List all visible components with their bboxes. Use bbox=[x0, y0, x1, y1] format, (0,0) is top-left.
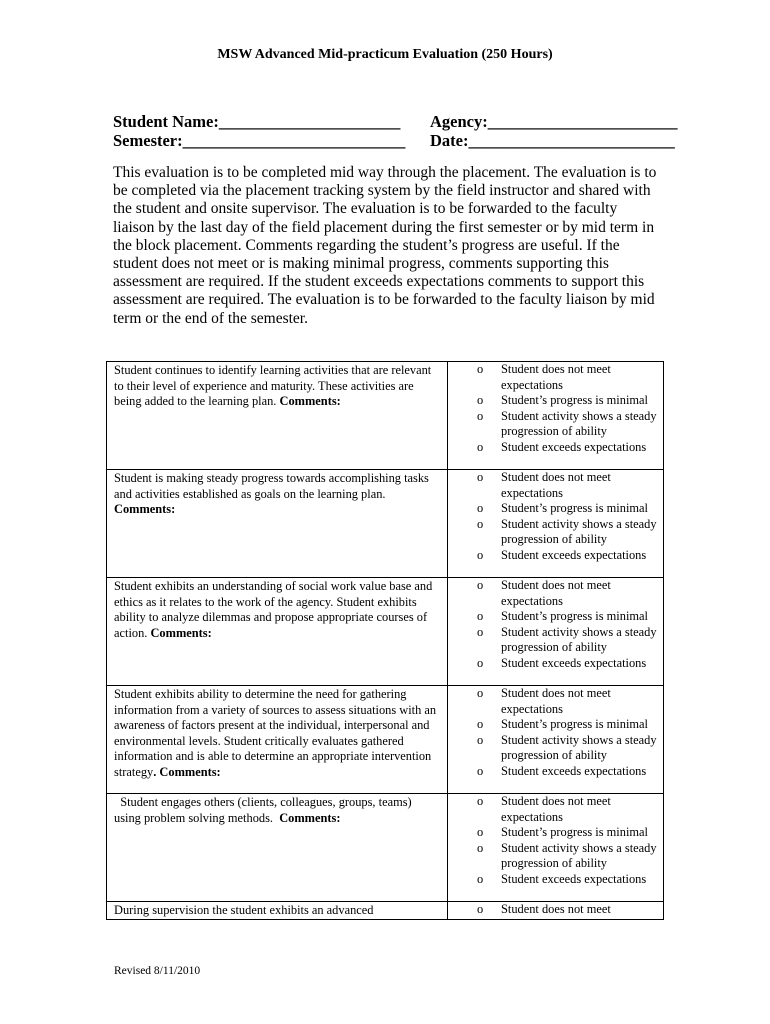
criterion-cell bbox=[107, 686, 448, 794]
comments-label: Comments: bbox=[150, 625, 212, 640]
criterion-cell bbox=[107, 470, 448, 578]
rating-option-not-meet[interactable]: o Student does not meet expectations bbox=[477, 470, 611, 500]
rating-option-not-meet[interactable]: o Student does not meet expectations bbox=[477, 794, 611, 824]
rating-option-exceeds[interactable]: o Student exceeds expectations bbox=[477, 871, 647, 886]
revision-footer: Revised 8/11/2010 bbox=[114, 965, 201, 977]
radio-circle-icon[interactable]: o bbox=[477, 655, 484, 670]
radio-circle-icon[interactable]: o bbox=[477, 871, 484, 886]
radio-circle-icon[interactable]: o bbox=[477, 393, 484, 407]
radio-circle-icon[interactable]: o bbox=[477, 686, 484, 700]
table-row bbox=[107, 470, 664, 578]
comments-label: . Comments: bbox=[153, 764, 221, 779]
comments-label: Comments: bbox=[114, 502, 176, 516]
rating-option-exceeds[interactable]: o Student exceeds expectations bbox=[477, 763, 647, 778]
rating-option-steady[interactable]: o Student activity shows a steady progression of ability bbox=[477, 516, 657, 546]
rating-option-minimal[interactable]: o Student’s progress is minimal bbox=[477, 393, 648, 407]
radio-circle-icon[interactable]: o bbox=[477, 516, 484, 531]
rating-option-minimal[interactable]: o Student’s progress is minimal bbox=[477, 501, 648, 515]
table-row bbox=[107, 686, 664, 794]
radio-circle-icon[interactable]: o bbox=[477, 763, 484, 778]
criterion-text: Student exhibits ability to determine the need for gathering information from a variety of sources to assess situations with an awareness of factors present at the individual, interpersonal and environmental levels. Student critically evaluates gathered information and is able to determine an appropriate intervention strategy bbox=[114, 687, 437, 779]
criterion-text: Student continues to identify learning activities that are relevant to their level of experience and maturity. These activities are being added to the learning plan. bbox=[114, 363, 432, 408]
radio-circle-icon[interactable]: o bbox=[477, 547, 484, 562]
rating-option-exceeds[interactable]: o Student exceeds expectations bbox=[477, 439, 647, 454]
rating-option-steady[interactable]: o Student activity shows a steady progression of ability bbox=[477, 408, 657, 438]
radio-circle-icon[interactable]: o bbox=[477, 902, 484, 916]
rating-option-minimal[interactable]: o Student’s progress is minimal bbox=[477, 717, 648, 731]
radio-circle-icon[interactable]: o bbox=[477, 717, 484, 731]
radio-circle-icon[interactable]: o bbox=[477, 794, 484, 808]
criterion-cell bbox=[107, 794, 448, 902]
agency-field[interactable]: Agency:_______________________ bbox=[430, 112, 678, 131]
date-field[interactable]: Date:_________________________ bbox=[430, 131, 675, 150]
criterion-text: Student engages others (clients, colleagues, groups, teams) using problem solving methods. bbox=[114, 795, 415, 825]
table-row bbox=[107, 362, 664, 470]
rating-cell bbox=[448, 902, 664, 920]
rating-option-not-meet[interactable]: o Student does not meet expectations bbox=[477, 362, 611, 392]
radio-circle-icon[interactable]: o bbox=[477, 578, 484, 592]
rating-option-exceeds[interactable]: o Student exceeds expectations bbox=[477, 655, 647, 670]
radio-circle-icon[interactable]: o bbox=[477, 408, 484, 423]
instructions-paragraph: This evaluation is to be completed mid way through the placement. The evaluation is to be completed via the placement tracking system by the field instructor and shared with the student and onsite supervisor. The evaluation is to be forwarded to the faculty liaison by the last day of the field placement during the first semester or by mid term in the block placement. Comments regarding the student’s progress are useful. If the student does not meet or is making minimal progress, comments supporting this assessment are required. If the student exceeds expectations comments to support this assessment are required. The evaluation is to be forwarded to the faculty liaison by mid term or the end of the semester. bbox=[113, 164, 657, 327]
student-name-field[interactable]: Student Name:______________________ bbox=[113, 112, 401, 131]
criterion-text: Student is making steady progress towards accomplishing tasks and activities established as goals on the learning plan. bbox=[114, 471, 429, 501]
criterion-cell bbox=[107, 578, 448, 686]
rating-option-minimal[interactable]: o Student’s progress is minimal bbox=[477, 825, 648, 839]
table-row bbox=[107, 794, 664, 902]
rating-option-steady[interactable]: o Student activity shows a steady progression of ability bbox=[477, 840, 657, 870]
comments-label: Comments: bbox=[279, 394, 341, 408]
criterion-text: Student exhibits an understanding of social work value base and ethics as it relates to the work of the agency. Student exhibits ability to analyze dilemmas and propose appropriate courses of action. bbox=[114, 579, 433, 640]
radio-circle-icon[interactable]: o bbox=[477, 732, 484, 747]
rating-cell bbox=[448, 470, 664, 578]
rating-option-steady[interactable]: o Student activity shows a steady progression of ability bbox=[477, 624, 657, 654]
criterion-cell bbox=[107, 362, 448, 470]
evaluation-table bbox=[106, 361, 664, 920]
radio-circle-icon[interactable]: o bbox=[477, 439, 484, 454]
rating-cell bbox=[448, 362, 664, 470]
rating-option-not-meet[interactable]: o Student does not meet expectations bbox=[477, 686, 611, 716]
criterion-cell bbox=[107, 902, 448, 920]
rating-cell bbox=[448, 686, 664, 794]
table-row bbox=[107, 902, 664, 920]
rating-cell bbox=[448, 578, 664, 686]
page-title: MSW Advanced Mid-practicum Evaluation (250 Hours) bbox=[217, 47, 553, 62]
semester-field[interactable]: Semester:___________________________ bbox=[113, 131, 406, 150]
rating-option-minimal[interactable]: o Student’s progress is minimal bbox=[477, 609, 648, 623]
rating-option-not-meet[interactable]: o Student does not meet bbox=[477, 902, 611, 916]
rating-option-exceeds[interactable]: o Student exceeds expectations bbox=[477, 547, 647, 562]
rating-cell bbox=[448, 794, 664, 902]
radio-circle-icon[interactable]: o bbox=[477, 825, 484, 839]
rating-option-steady[interactable]: o Student activity shows a steady progression of ability bbox=[477, 732, 657, 762]
comments-label: Comments: bbox=[279, 810, 341, 825]
radio-circle-icon[interactable]: o bbox=[477, 609, 484, 623]
rating-option-not-meet[interactable]: o Student does not meet expectations bbox=[477, 578, 611, 608]
radio-circle-icon[interactable]: o bbox=[477, 362, 484, 376]
criterion-text: During supervision the student exhibits an advanced bbox=[114, 903, 374, 917]
radio-circle-icon[interactable]: o bbox=[477, 840, 484, 855]
table-row bbox=[107, 578, 664, 686]
radio-circle-icon[interactable]: o bbox=[477, 470, 484, 484]
radio-circle-icon[interactable]: o bbox=[477, 624, 484, 639]
radio-circle-icon[interactable]: o bbox=[477, 501, 484, 515]
